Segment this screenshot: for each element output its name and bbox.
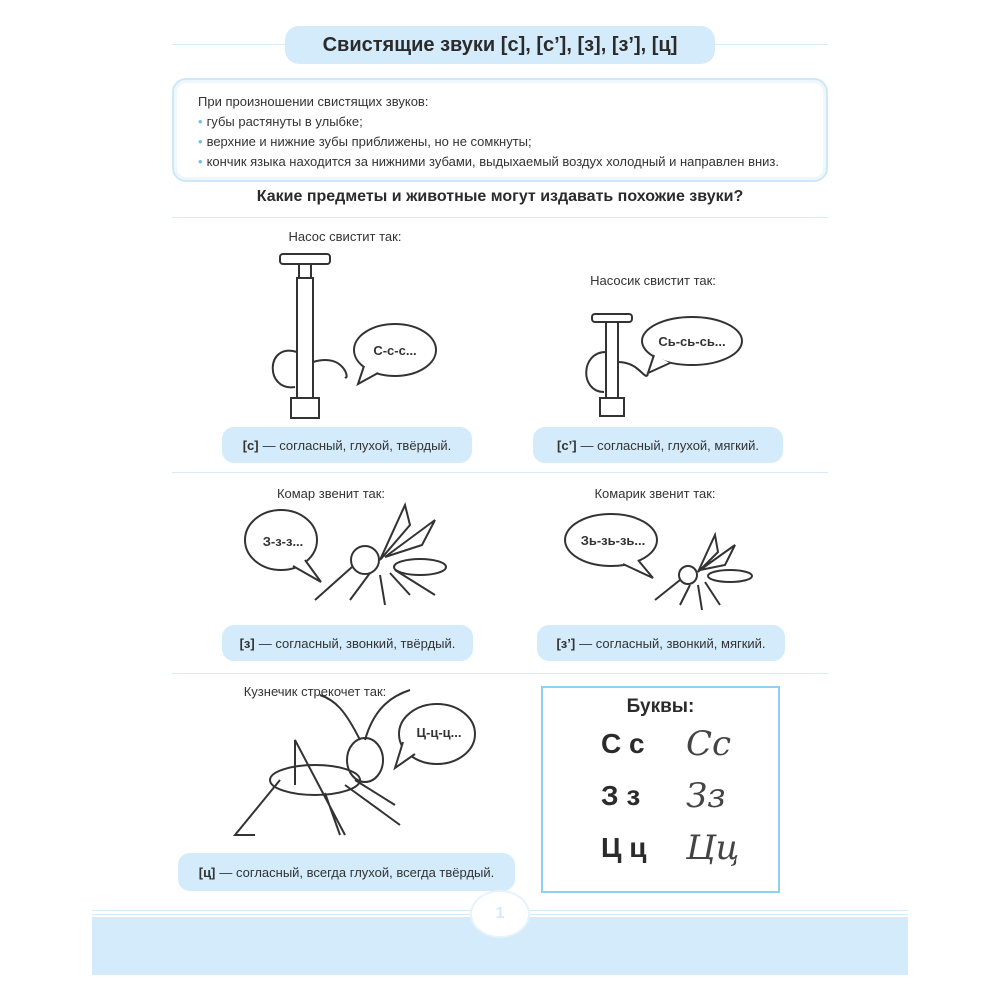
letters-box — [541, 686, 780, 893]
speech-bubble: С-с-с... — [352, 322, 438, 388]
letters-title: Буквы: — [626, 696, 695, 717]
speech-bubble: З-з-з... — [243, 508, 323, 584]
divider — [172, 673, 828, 674]
sound-label: [с] — согласный, глухой, твёрдый. — [222, 427, 472, 463]
small-mosquito-illustration — [650, 530, 760, 620]
caption: Насосик свистит так: — [590, 273, 716, 288]
sound-label: [ц] — согласный, всегда глухой, всегда твёрдый. — [178, 853, 515, 891]
caption: Комар звенит так: — [276, 486, 386, 501]
sound-label: [з] — согласный, звонкий, твёрдый. — [222, 625, 473, 661]
divider — [172, 217, 828, 218]
letter-row: З з Зз — [601, 776, 726, 816]
speech-bubble: Зь-зь-зь... — [563, 512, 663, 580]
info-intro: При произношении свистящих звуков: — [198, 94, 429, 109]
caption: Кузнечик стрекочет так: — [243, 684, 387, 699]
speech-bubble: Ц-ц-ц... — [393, 702, 477, 772]
mosquito-illustration — [310, 495, 450, 615]
info-bullet: • кончик языка находится за нижними зубами, выдыхаемый воздух холодный и направлен вниз. — [198, 154, 780, 169]
sound-label: [с’] — согласный, глухой, мягкий. — [533, 427, 783, 463]
caption: Комарик звенит так: — [594, 486, 716, 501]
question-heading: Какие предметы и животные могут издавать похожие звуки? — [256, 188, 744, 205]
caption: Насос свистит так: — [288, 229, 402, 244]
speech-bubble: Сь-сь-сь... — [640, 315, 744, 375]
letter-row: Ц ц Цц — [601, 828, 740, 868]
page-title: Свистящие звуки [с], [с’], [з], [з’], [ц] — [285, 26, 715, 64]
info-bullet: • губы растянуты в улыбке; — [198, 114, 363, 129]
letter-row: С с Сс — [601, 724, 732, 764]
page-number: 1 — [470, 890, 530, 938]
grasshopper-illustration — [225, 685, 415, 850]
divider — [172, 472, 828, 473]
pump-illustration — [265, 252, 355, 422]
info-bullet: • верхние и нижние зубы приближены, но не сомкнуты; — [198, 134, 532, 149]
sound-label: [з’] — согласный, звонкий, мягкий. — [537, 625, 785, 661]
info-box — [172, 78, 828, 182]
